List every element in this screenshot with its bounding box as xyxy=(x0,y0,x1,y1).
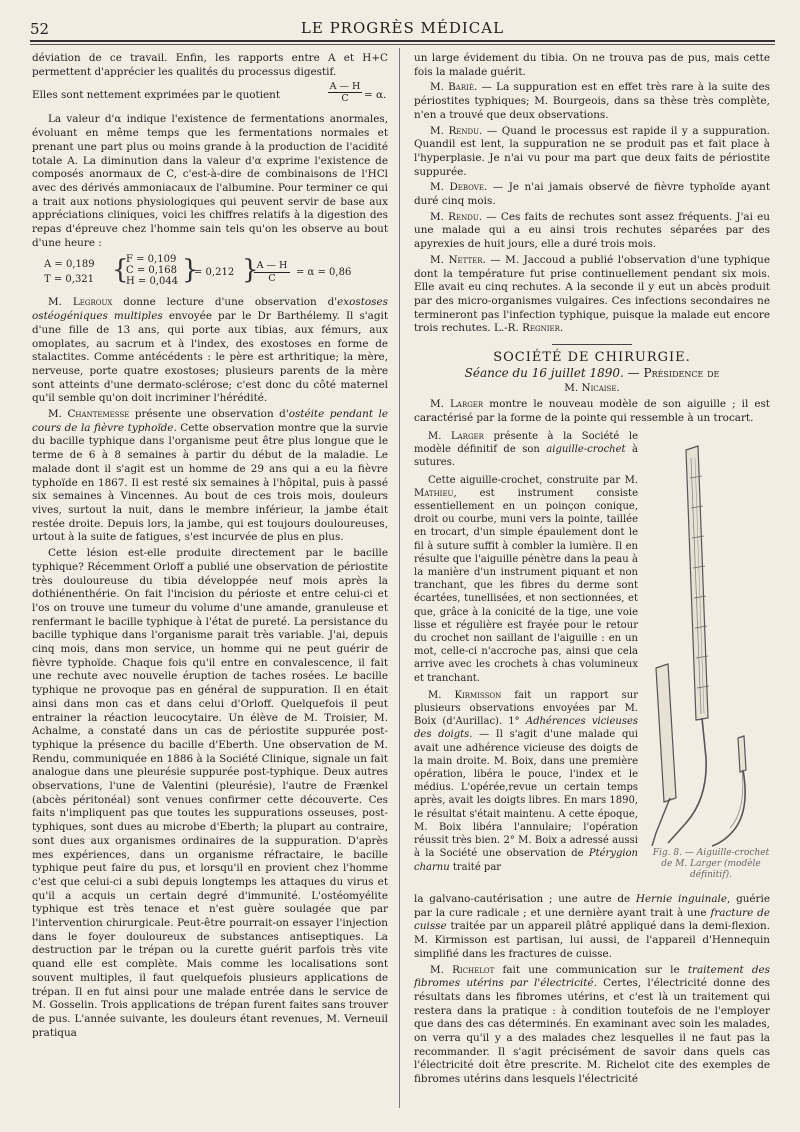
journal-title: LE PROGRÈS MÉDICAL xyxy=(300,19,505,37)
left-column xyxy=(32,52,388,1042)
text-run: montre le nouveau modèle de son aiguille ; il est caractérisé par la forme de la pointe qui ressemble à un trocart. xyxy=(414,398,770,424)
needle-illustration xyxy=(646,418,780,848)
italic-title: fracture de cuisse xyxy=(414,906,770,933)
paragraph xyxy=(414,689,638,874)
text-run: — M. Jaccoud a publié l'observation d'une typhique dont la température fut prise continuellement pendant six mois. Elle avait eu cinq rechutes. A la seconde il y eut un abcès produit par des micro-organismes vulgaires. Ces infections secondaires ne termineront pas l'infection typhique, puisque la malade eut encore trois rechutes. xyxy=(414,253,770,335)
needle-hook-figure xyxy=(646,418,780,888)
paragraph xyxy=(414,964,770,1087)
session-date: Séance du 16 juillet 1890. xyxy=(464,365,624,380)
text-run: . Certes, l'électricité donne des résultats dans les fibromes utérins, et c'est là un traitement qui restera dans la pratique : à condition toutefois de ne l'employer que dans des cas déterminés. En examinant avec soin les malades, on verra qu'il y a des malades chez lesquelles il ne faut pas la recommander. Il s'agit précisément de savoir dans quels cas l'électricité doit être prescrite. M. Richelot cite des exemples de fibromes utérins dans lesquels l'électricité xyxy=(414,977,771,1086)
section-rule xyxy=(552,344,632,345)
speaker-name: M. Larger xyxy=(430,398,484,411)
paragraph: déviation de ce travail. Enfin, les rapports entre A et H+C permettent d'apprécier les qualités du processus digestif. xyxy=(32,52,388,78)
signature: L.-R. Regnier. xyxy=(493,322,564,335)
paragraph xyxy=(32,296,388,406)
italic-title: Adhérences vicieuses des doigts xyxy=(414,716,638,741)
header-rule xyxy=(30,40,775,42)
text-run: fait une communication sur le xyxy=(494,963,688,976)
paragraph xyxy=(32,408,388,545)
italic-title: aiguille-crochet xyxy=(546,444,626,456)
text-run: présente à la Société le modèle définitif de son xyxy=(414,431,638,456)
paragraph xyxy=(414,254,770,336)
speaker-name: M. Rendu. xyxy=(430,124,483,137)
session-line xyxy=(414,367,770,381)
speaker-name: M. Netter. xyxy=(430,253,486,266)
paragraph xyxy=(414,125,770,180)
speaker-name: M. Debove. xyxy=(430,181,488,194)
italic-title: Hernie inguinale xyxy=(635,893,728,905)
formula-t: T = 0,321 xyxy=(44,274,95,286)
fraction-denominator: C xyxy=(268,273,276,285)
column-divider xyxy=(399,48,400,1108)
formula-sum: = 0,212 xyxy=(194,267,235,279)
text-run: , guérie par la cure radicale ; et une dernière ayant trait à une xyxy=(414,893,770,919)
page-number: 52 xyxy=(30,20,50,38)
left-brace: { xyxy=(112,255,129,286)
text-run: donne lecture d'une observation d' xyxy=(112,296,338,309)
paragraph xyxy=(414,81,770,122)
text-run: Cette aiguille-crochet, construite par xyxy=(428,474,625,486)
fraction-numerator: A — H xyxy=(254,260,290,273)
italic-title: ostéite pendant le cours de la fièvre typhoïde xyxy=(32,408,388,434)
formula-fraction xyxy=(254,260,290,285)
page-header xyxy=(30,18,775,40)
text-run: — Je n'ai jamais observé de fièvre typhoïde ayant duré cinq mois. xyxy=(414,181,770,208)
fraction-denominator: C xyxy=(341,93,349,105)
formula-result: = α = 0,86 xyxy=(296,267,352,279)
header-rule-thin xyxy=(30,44,775,45)
presidency-label: — Présidence de xyxy=(623,365,720,380)
text-run: — La suppuration est en effet très rare à la suite des périostites typhiques; M. Bourgeois, dans sa thèse très complète, n'en a trouvé que deux observations. xyxy=(414,81,770,121)
italic-title: traitement des fibromes utérins par l'électricité xyxy=(414,963,770,990)
paragraph: La valeur d'α indique l'existence de fermentations anormales, évoluant en même temps que les fermentations normales et prenant une part plus ou moins grande à la production de l'acidité totale A. La diminution dans la valeur d'α exprime l'existence de composés anormaux de C, c'est-à-dire de combinaisons de l'HCl avec des dérivés ammoniacaux de l'albumine. Pour terminer ce qui a trait aux notions physiologiques qui peuvent servir de base aux appréciations cliniques, voici les chiffres relatifs à la digestion des repas d'épreuve chez l'homme sain tels qu'on les observe au bout d'une heure : xyxy=(32,113,388,249)
paragraph xyxy=(414,181,770,208)
speaker-name: M. Kirmisson xyxy=(428,689,502,701)
text-run: traitée par un appareil plâtré appliqué dans la demi-flexion. M. Kirmisson est partisan, lui aussi, de l'appareil d'Hennequin simplifié dans les fractures de cuisse. xyxy=(414,920,770,960)
text-run: à sutures. xyxy=(414,444,638,469)
figure-caption: Fig. 8. — Aiguille-crochet de M. Larger (modèle définitif). xyxy=(652,848,770,880)
right-column xyxy=(414,52,770,428)
needle-handle xyxy=(686,446,708,720)
paragraph: un large évidement du tibia. On ne trouva pas de pus, mais cette fois la malade guérit. xyxy=(414,52,770,78)
text-run: . — Il s'agit d'une malade qui avait une adhérence vicieuse des doigts de la main droite. M. Boix, dans une première opération, libéra le pouce, l'index et le médius. L'opérée,revue un certain temps après, avait les doigts libres. En mars 1890, le résultat s'était maintenu. A cette époque, M. Boix libéra l'annulaire; l'opération réussit très bien. 2° M. Boix a adressé aussi à la Société une observation de xyxy=(414,729,638,860)
speaker-name: M. Barié. xyxy=(430,81,478,94)
formula-f: F = 0,109 xyxy=(126,254,177,266)
quotient-result: = α. xyxy=(364,89,387,102)
text-run: envoyée par le Dr Barthélemy. Il s'agit d'une fille de 13 ans, qui porte aux tibias, aux fémurs, aux omoplates, au sacrum et à l'index, des exostoses en forme de stalactites. Comme antécédents : le père est arthritique; la mère, nerveuse, porte quatre exostoses; plusieurs parents de la mère sont atteints d'une dermato-sclérose; c'est donc du côté maternel qu'il semble qu'on doit incriminer l'hérédité. xyxy=(32,310,389,405)
speaker-name: M. Richelot xyxy=(430,963,495,976)
speaker-name: M. Mathieu xyxy=(414,474,638,499)
quotient-formula xyxy=(32,81,388,109)
speaker-name: M. Larger xyxy=(428,431,484,442)
text-run: la galvano-cautérisation ; une autre de xyxy=(414,893,636,905)
text-run: , est instrument consiste essentiellement en un poinçon conique, droit ou courbe, muni vers la pointe, taillée en trocart, d'un simple épaulement dont le fil à suture suffit à combler la lumière. Il en résulte que l'aiguille pénètre dans la peau à la manière d'un instrument piquant et non tranchant, que les fibres du derme sont écartées, tunellisées, et non sectionnées, et que, grâce à la conicité de la tige, une voie lisse et régulière est frayée pour le retour du crochet non saillant de l'aiguille : en un mot, celle-ci n'accroche pas, ainsi que cela arrive avec les crochets à chas volumineux et tranchant. xyxy=(414,487,638,684)
text-run: présente une observation d' xyxy=(129,408,289,421)
italic-title: exostoses ostéogéniques multiples xyxy=(32,296,388,323)
formula-h: H = 0,044 xyxy=(126,276,179,288)
formula-a: A = 0,189 xyxy=(44,259,95,271)
quotient-fraction xyxy=(328,81,362,104)
speaker-name: M. Rendu. xyxy=(430,210,483,223)
text-run: fait un rapport sur plusieurs observations envoyées par M. Boix (d'Aurillac). 1° xyxy=(414,689,638,728)
paragraph xyxy=(414,893,770,962)
mid-brace: } xyxy=(182,255,199,286)
paragraph xyxy=(414,211,770,252)
president-name: M. Nicaise. xyxy=(564,382,620,395)
text-run: . Cette observation montre que la survie du bacille typhique dans l'organisme peut être plus longue que le terme de 6 à 8 semaines à partir du début de la maladie. Le malade dont il s'agit est un homme de 29 ans qui a eu la fièvre typhoïde en 1867. Il est resté six semaines à l'hôpital, puis à passé six semaines à Vincennes. Au bout de ces trois mois, douleurs vives, surtout la nuit, dans le membre inférieur, la jambe était restée droite. Depuis lors, la jambe, qui est toujours douloureuses, urtout à la suite de fatigues, s'est incurvée de plus en plus. xyxy=(32,421,388,544)
digestion-formula xyxy=(32,256,388,288)
fraction-numerator: A — H xyxy=(329,81,361,93)
text-run: — Quand le processus est rapide il y a suppuration. Quandil est lent, la suppuration ne se produit pas et fait place à l'hyperplasie. Je n'ai vu pour ma part que deux faits de périostite suppurée. xyxy=(414,124,770,178)
formula-c: C = 0,168 xyxy=(126,265,178,277)
paragraph xyxy=(414,474,638,685)
paragraph: Cette lésion est-elle produite directement par le bacille typhique? Récemment Orloff a publié une observation de périostite très douloureuse du tibia développée neuf mois après la dothiénenthérie. On fait l'incision du périoste et entre celui-ci et l'os on trouve une tumeur du volume d'une amande, granuleuse et renfermant le bacille typhique à l'état de pureté. La persistance du bacille typhique dans l'organisme parait très variable. J'ai, depuis cinq mois, dans mon service, un homme qui ne peut guérir de fièvre typhoïde. Chaque fois qu'il entre en convalescence, il fait une rechute avec nouvelle éruption de taches rosées. Le bacille typhique ne provoque pas en général de suppuration. Il en était ainsi dans mon cas et dans celui d'Orloff. Quelquefois il peut entrainer la réaction leucocytaire. Un élève de M. Troisier, M. Achalme, a constaté dans un cas de périostite suppurée post-typhique la présence du bacille d'Eberth. Une observation de M. Rendu, communiquée en 1886 à la Société Clinique, signale un fait analogue dans une pleurésie suppurée post-typhique. Deux autres observations, l'une de Valentini (pleurésie), l'autre de Frænkel (abcès péritonéal) sont venues confirmer cette découverte. Ces faits n'impliquent pas que toutes les suppurations osseuses, post-typhiques, sont dues au microbe d'Eberth; la plupart au contraire, sont dues aux organismes ordinaires de la suppuration. D'après mes expériences, dans un organisme réfractaire, le bacille typhique peut faire du pus, et lorsqu'il en provient chez l'homme c'est que celui-ci a subi depuis longtemps les attaques du virus et qu'il a acquis un certain degré d'immunité. L'ostéomyélite typhique est très tenace et n'est guère soulagée que par l'intervention chirurgicale. Peut-être pourrait-on essayer l'injection dans le foyer douloureux de substances antiseptiques. La destruction par le trépan ou la curette guérit parfois très vite quand elle est complète. Mais comme les localisations sont souvent multiples, il faut quelquefois plusieurs applications de trépan. Il en fut ainsi pour une malade entrée dans le service de M. Gosselin. Trois applications de trépan furent faites sans trouver de pus. L'année suivante, les douleurs étant revenues, M. Verneuil pratiqua xyxy=(32,547,388,1039)
quotient-label: Elles sont nettement exprimées par le quotient xyxy=(32,89,281,102)
speaker-name: M. Chantemesse xyxy=(48,408,130,421)
speaker-name: M. Legroux xyxy=(48,296,113,309)
right-brace: } xyxy=(242,255,259,286)
paragraph xyxy=(414,430,638,470)
text-run: — Ces faits de rechutes sont assez fréquents. J'ai eu une malade qui a eu ainsi trois rechutes séparées par des apyrexies de huit jours, elle a duré trois mois. xyxy=(414,210,770,251)
text-run: traité par xyxy=(449,861,502,873)
section-title: SOCIÉTÉ DE CHIRURGIE. xyxy=(493,350,691,366)
narrow-column xyxy=(414,430,638,878)
italic-title: Ptérygion charnu xyxy=(414,848,638,873)
right-column-bottom xyxy=(414,893,770,1089)
